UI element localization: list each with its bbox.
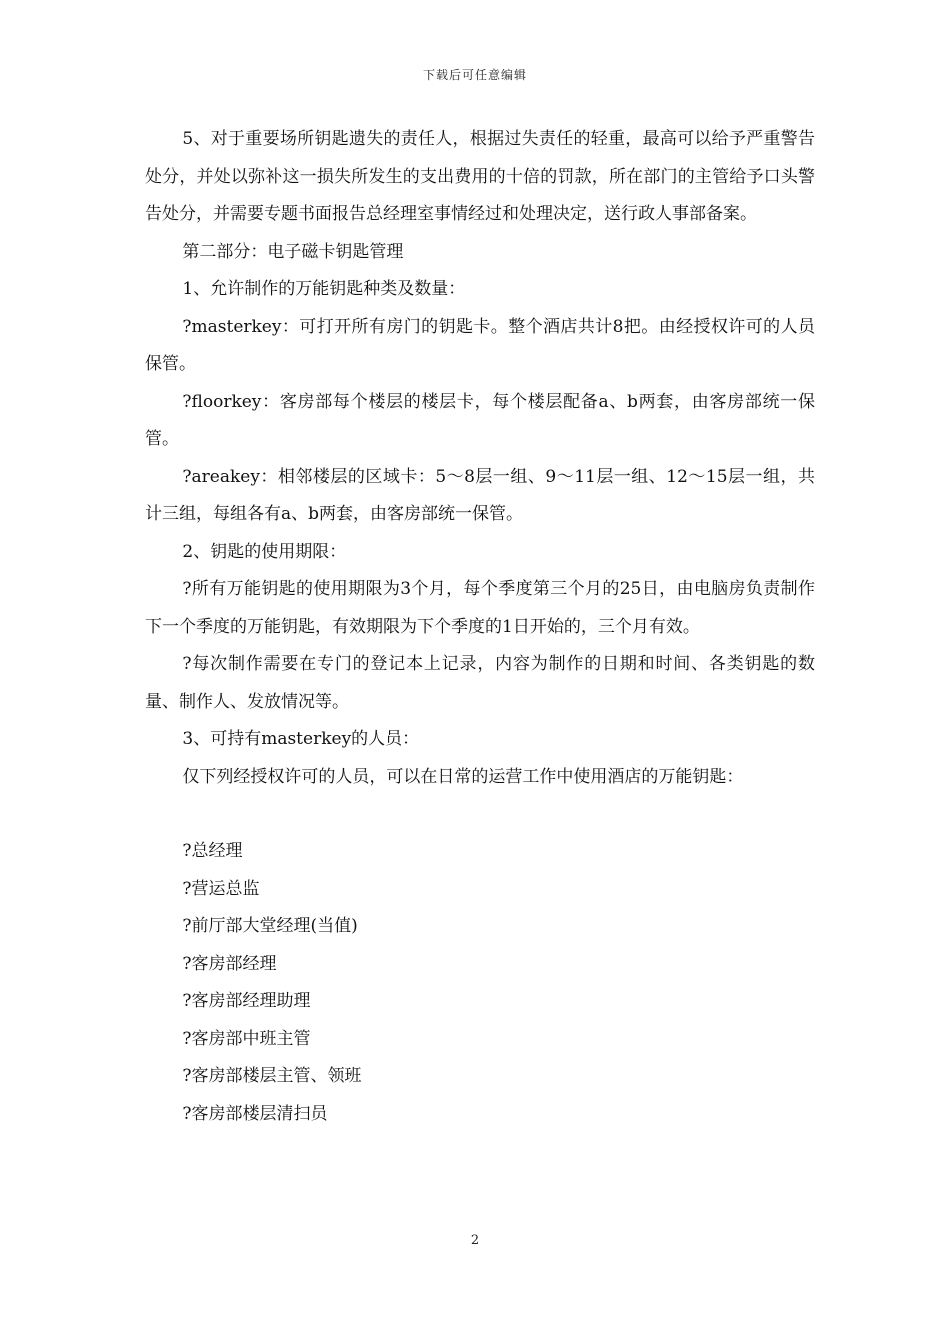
document-body [145,121,815,1133]
paragraph-masterkey-holders-heading: 3、可持有masterkey的人员： [182,729,420,749]
list-item-floor-supervisor: ?客房部楼层主管、领班 [182,1066,362,1086]
list-item-housekeeping-swing-supervisor: ?客房部中班主管 [182,1028,311,1049]
paragraph-masterkey: ?masterkey：可打开所有房门的钥匙卡。整个酒店共计8把。由经授权许可的人员保管。 [145,316,815,374]
section-heading-electronic-keys: 第二部分：电子磁卡钥匙管理 [182,241,404,262]
list-item-housekeeping-manager: ?客房部经理 [182,953,277,974]
page-number: 2 [470,1233,480,1248]
paragraph-areakey: ?areakey：相邻楼层的区域卡：5～8层一组、9～11层一组、12～15层一组，共计三组，每组各有a、b两套，由客房部统一保管。 [145,466,815,524]
list-item-general-manager: ?总经理 [182,841,243,861]
paragraph-master-key-types: 1、允许制作的万能钥匙种类及数量： [182,279,466,299]
page-header: 下载后可任意编辑 [422,68,527,82]
blank-line [145,796,815,833]
paragraph-floorkey: ?floorkey：客房部每个楼层的楼层卡，每个楼层配备a、b两套，由客房部统一保管。 [145,391,815,449]
list-item-lobby-manager: ?前厅部大堂经理(当值) [182,916,358,936]
paragraph-authorized-personnel: 仅下列经授权许可的人员，可以在日常的运营工作中使用酒店的万能钥匙： [182,766,744,787]
paragraph-key-validity-period: ?所有万能钥匙的使用期限为3个月，每个季度第三个月的25日，由电脑房负责制作下一个季度的万能钥匙，有效期限为下个季度的1日开始的，三个月有效。 [145,579,815,637]
paragraph-key-registration: ?每次制作需要在专门的登记本上记录，内容为制作的日期和时间、各类钥匙的数量、制作人、发放情况等。 [145,654,815,712]
list-item-floor-cleaner: ?客房部楼层清扫员 [182,1103,328,1124]
paragraph-lost-key-penalty: 5、对于重要场所钥匙遗失的责任人，根据过失责任的轻重，最高可以给予严重警告处分，并处以弥补这一损失所发生的支出费用的十倍的罚款，所在部门的主管给予口头警告处分，并需要专题书面报告总经理室事情经过和处理决定，送行政人事部备案。 [145,129,815,224]
list-item-operations-director: ?营运总监 [182,878,260,899]
paragraph-key-validity-heading: 2、钥匙的使用期限： [182,541,347,562]
list-item-housekeeping-assistant-manager: ?客房部经理助理 [182,991,311,1011]
